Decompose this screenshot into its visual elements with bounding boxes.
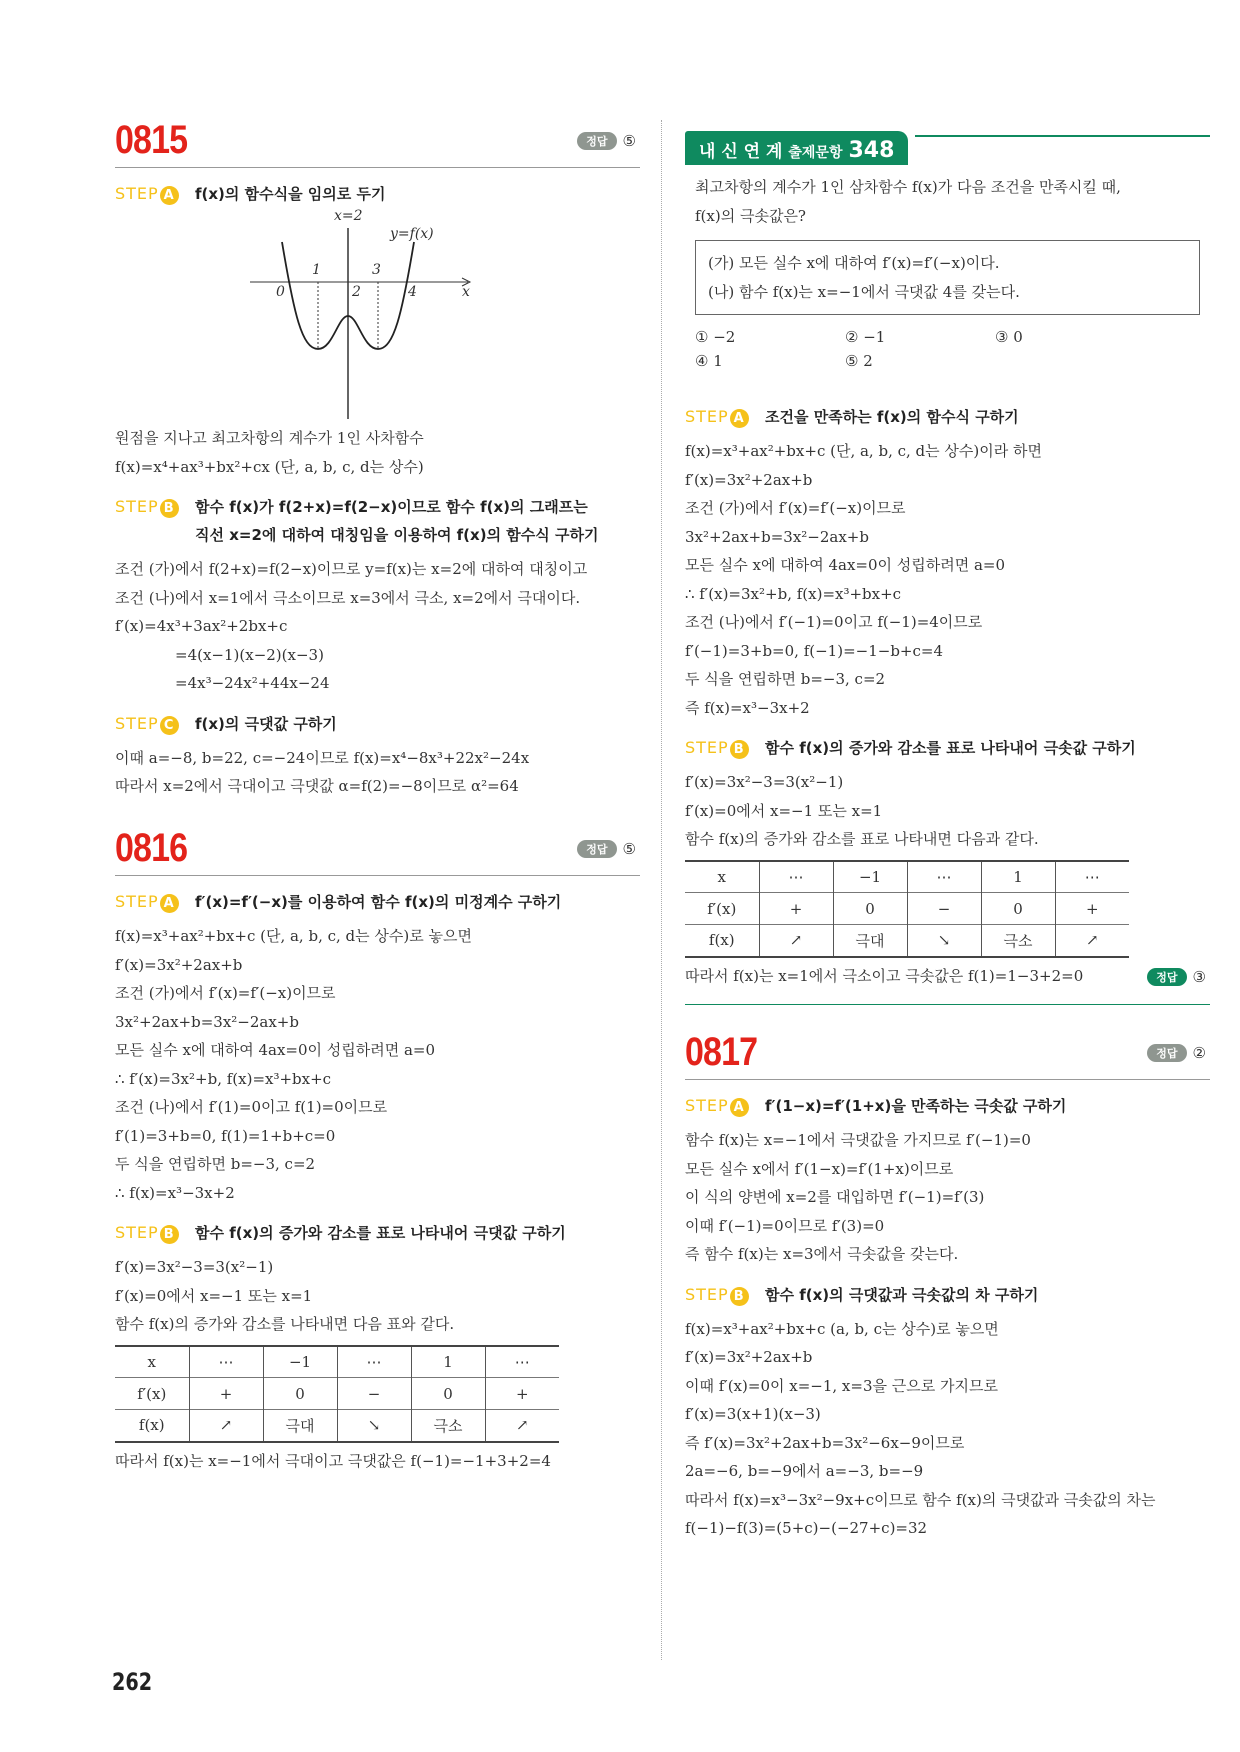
function-graph [240,208,500,424]
step-word: STEP [685,1096,729,1115]
solution-line: 두 식을 연립하면 b=−3, c=2 [685,670,886,688]
final-line [685,962,1210,991]
step-letter-badge: B [160,1225,179,1244]
solution-line: f(x)=x³+ax²+bx+c (단, a, b, c, d는 상수)이라 하면 [685,442,1042,460]
table-cell: ↘ [907,925,981,957]
table-cell: −1 [833,861,907,893]
table-cell: ⋯ [189,1346,263,1378]
table-cell: − [907,893,981,925]
step-heading [685,734,1210,762]
step-label [685,1092,765,1120]
question-text: f(x)의 극솟값은? [695,206,806,225]
choice-5[interactable]: ⑤ 2 [845,352,873,370]
table-row [115,1410,559,1442]
table-cell: 0 [833,893,907,925]
table-cell: ↗ [485,1410,559,1442]
table-row [115,1378,559,1410]
step-heading [115,493,640,549]
answer-label: 정답 [577,132,616,150]
table-cell: + [1055,893,1129,925]
solution-line: f′(x)=3(x+1)(x−3) [685,1405,821,1423]
step-word: STEP [685,407,729,426]
step-letter-badge: B [160,499,179,518]
solution-body [685,403,1210,958]
solution-line: f′(1)=3+b=0, f(1)=1+b+c=0 [115,1126,336,1145]
solution-line: f′(x)=4x³+3ax²+2bx+c [115,617,288,635]
step-label [115,710,195,738]
problem-banner [685,131,1210,167]
table-cell: f(x) [708,931,735,950]
banner-subtitle: 출제문항 [788,145,843,161]
solution-line: 이 식의 양변에 x=2를 대입하면 f′(−1)=f′(3) [685,1188,985,1206]
table-cell: − [337,1378,411,1410]
table-cell: 1 [981,861,1055,893]
step-label [685,734,765,762]
table-cell: ↘ [337,1410,411,1442]
step-title-line: 함수 f(x)의 증가와 감소를 표로 나타내어 극댓값 구하기 [195,1224,566,1242]
answer-badge [1147,968,1206,986]
step-heading [115,710,640,738]
solution-line: 즉 f(x)=x³−3x+2 [685,698,810,717]
solution-line: f(x)=x³+ax²+bx+c (a, b, c는 상수)로 놓으면 [685,1319,999,1338]
sign-change-table [685,860,1129,958]
solution-line: 2a=−6, b=−9에서 a=−3, b=−9 [685,1462,924,1480]
quartic-graph-svg [240,214,500,424]
table-cell: x [147,1352,156,1371]
graph-label: 1 [312,262,321,278]
step-title [765,403,1019,431]
solution-line: 모든 실수 x에 대하여 4ax=0이 성립하려면 a=0 [685,556,1006,574]
solution-0815 [115,118,640,801]
solution-line: f′(x)=3x²+2ax+b [685,1348,813,1366]
solution-line: f(x)=x⁴+ax³+bx²+cx (단, a, b, c, d는 상수) [115,457,424,476]
step-title-line: 함수 f(x)의 극댓값과 극솟값의 차 구하기 [765,1285,1039,1304]
solution-line: 조건 (나)에서 x=1에서 극소이므로 x=3에서 극소, x=2에서 극대이다. [115,588,581,607]
graph-label: x [462,284,470,300]
step-label [115,888,195,916]
step-title-line: 조건을 만족하는 f(x)의 함수식 구하기 [765,408,1019,426]
graph-label: 0 [276,284,285,300]
graph-label: y=f(x) [390,226,434,242]
step-title [765,1092,1066,1120]
answer-value: ③ [1192,967,1206,986]
table-cell: + [189,1378,263,1410]
solution-line: f′(−1)=3+b=0, f(−1)=−1−b+c=4 [685,641,944,660]
table-cell: ↗ [1055,925,1129,957]
banner-title: 내 신 연 계 [699,142,783,162]
step-word: STEP [115,713,159,733]
step-word: STEP [685,738,729,757]
step-letter-badge: A [160,186,179,205]
step-title-line: 직선 x=2에 대하여 대칭임을 이용하여 f(x)의 함수식 구하기 [195,526,599,544]
solution-line: 함수 f(x)의 증가와 감소를 표로 나타내면 다음과 같다. [685,830,1039,848]
table-cell: ↗ [759,925,833,957]
solution-body [115,888,640,1475]
table-cell: ⋯ [485,1346,559,1378]
solution-0817 [685,1030,1210,1543]
solution-line: 이때 f′(x)=0이 x=−1, x=3을 근으로 가지므로 [685,1376,998,1395]
condition-b: (나) 함수 f(x)는 x=−1에서 극댓값 4를 갖는다. [708,282,1020,301]
table-cell: ⋯ [337,1346,411,1378]
solution-line: ∴ f′(x)=3x²+b, f(x)=x³+bx+c [685,584,902,603]
answer-label: 정답 [577,840,616,858]
table-cell: 극소 [981,925,1055,957]
problem-header [685,1030,1210,1080]
condition-a: (가) 모든 실수 x에 대하여 f′(x)=f′(−x)이다. [708,254,1000,272]
table-cell: 극대 [263,1410,337,1442]
step-heading [115,888,640,916]
solution-line: 모든 실수 x에 대하여 4ax=0이 성립하려면 a=0 [115,1041,436,1059]
choice-4[interactable]: ④ 1 [695,352,723,370]
solution-line: 즉 f′(x)=3x²+2ax+b=3x²−6x−9이므로 [685,1433,965,1452]
step-word: STEP [115,892,159,911]
table-cell: ⋯ [907,861,981,893]
problem-header [115,118,640,168]
table-row [115,1346,559,1378]
step-title [195,710,337,738]
solution-line: 따라서 x=2에서 극대이고 극댓값 α=f(2)=−8이므로 α²=64 [115,777,519,795]
solution-line: 따라서 f(x)=x³−3x²−9x+c이므로 함수 f(x)의 극댓값과 극솟값의 차는 [685,1490,1156,1509]
section-rule [685,1004,1210,1005]
step-word: STEP [685,1284,729,1304]
solution-line: f′(x)=3x²+2ax+b [115,955,243,974]
step-title [765,734,1136,762]
step-heading [685,1092,1210,1120]
solution-line: f′(x)=0에서 x=−1 또는 x=1 [115,1286,313,1305]
solution-0816 [115,826,640,1475]
solution-line: 두 식을 연립하면 b=−3, c=2 [115,1155,316,1173]
step-heading [685,1281,1210,1309]
step-title [195,180,385,208]
solution-line: ∴ f′(x)=3x²+b, f(x)=x³+bx+c [115,1069,332,1088]
step-label [115,493,195,549]
choice-3[interactable]: ③ 0 [995,328,1023,346]
linked-problem-348 [685,131,1210,1019]
table-cell: f′(x) [707,899,737,918]
solution-body [685,1092,1210,1543]
step-label [115,180,195,208]
step-title-line: f′(x)=f′(−x)를 이용하여 함수 f(x)의 미정계수 구하기 [195,893,562,911]
problem-number: 0816 [115,826,188,870]
table-cell: ⋯ [1055,861,1129,893]
step-title [195,888,561,916]
solution-line: 원점을 지나고 최고차항의 계수가 1인 사차함수 [115,429,424,447]
table-cell: 극소 [411,1410,485,1442]
step-word: STEP [115,184,159,203]
step-letter-badge: B [730,1287,749,1306]
solution-line: f′(x)=3x²+2ax+b [685,470,813,489]
table-cell: ↗ [189,1410,263,1442]
step-heading [115,180,640,208]
table-cell: 극대 [833,925,907,957]
step-title-line: 함수 f(x)의 증가와 감소를 표로 나타내어 극솟값 구하기 [765,739,1136,757]
answer-badge [577,132,636,150]
graph-label: 4 [408,284,417,300]
conditions-box [695,240,1200,315]
graph-label: 3 [372,262,381,278]
banner-rule [915,135,1210,137]
step-letter-badge: B [730,740,749,759]
step-title [765,1281,1038,1309]
solution-line: f(x)=x³+ax²+bx+c (단, a, b, c, d는 상수)로 놓으면 [115,927,472,945]
table-cell: ⋯ [759,861,833,893]
solution-line: 즉 함수 f(x)는 x=3에서 극솟값을 갖는다. [685,1245,959,1263]
table-row [685,925,1129,957]
problem-header [115,826,640,876]
table-cell: 0 [411,1378,485,1410]
table-cell: x [717,867,726,886]
step-label [685,403,765,431]
step-word: STEP [115,1223,159,1242]
table-cell: f(x) [138,1416,165,1435]
solution-line: 조건 (가)에서 f′(x)=f′(−x)이므로 [685,499,906,517]
solution-line: 조건 (가)에서 f′(x)=f′(−x)이므로 [115,984,336,1002]
solution-line: 조건 (나)에서 f′(−1)=0이고 f(−1)=4이므로 [685,613,983,631]
column-divider [661,120,662,1660]
solution-line: f′(x)=3x²−3=3(x²−1) [685,773,844,791]
table-cell: + [485,1378,559,1410]
sign-change-table [115,1345,559,1443]
solution-line: =4x³−24x²+44x−24 [175,674,330,692]
solution-line: 따라서 f(x)는 x=−1에서 극대이고 극댓값은 f(−1)=−1+3+2=4 [115,1451,551,1470]
step-letter-badge: A [730,409,749,428]
final-answer-text: 따라서 f(x)는 x=1에서 극소이고 극솟값은 f(1)=1−3+2=0 [685,966,1084,985]
answer-value: ⑤ [622,132,636,150]
solution-line: 이때 f′(−1)=0이므로 f′(3)=0 [685,1216,885,1235]
question-text: 최고차항의 계수가 1인 삼차함수 f(x)가 다음 조건을 만족시킬 때, [695,178,1121,196]
step-label [685,1281,765,1309]
answer-value: ② [1192,1044,1206,1062]
solution-line: 함수 f(x)의 증가와 감소를 나타내면 다음 표와 같다. [115,1315,455,1333]
solution-line: 함수 f(x)는 x=−1에서 극댓값을 가지므로 f′(−1)=0 [685,1131,1031,1149]
problem-number: 0815 [115,118,188,162]
table-cell: 0 [981,893,1055,925]
step-title [195,493,598,549]
step-title-line: f′(1−x)=f′(1+x)을 만족하는 극솟값 구하기 [765,1097,1067,1115]
solution-line: 조건 (가)에서 f(2+x)=f(2−x)이므로 y=f(x)는 x=2에 대하여 대칭이고 [115,560,588,578]
table-cell: + [759,893,833,925]
answer-badge [577,840,636,858]
solution-line: 모든 실수 x에서 f′(1−x)=f′(1+x)이므로 [685,1159,954,1178]
step-title-line: 함수 f(x)가 f(2+x)=f(2−x)이므로 함수 f(x)의 그래프는 [195,498,588,516]
graph-label: x=2 [334,208,363,224]
table-cell: 0 [263,1378,337,1410]
answer-label: 정답 [1147,1044,1186,1062]
answer-label: 정답 [1147,968,1186,986]
solution-line: f′(x)=0에서 x=−1 또는 x=1 [685,801,883,820]
solution-line: 3x²+2ax+b=3x²−2ax+b [685,527,869,546]
graph-label: 2 [352,284,361,300]
page-number: 262 [112,1668,153,1696]
table-row [685,893,1129,925]
step-letter-badge: A [160,894,179,913]
solution-line: 이때 a=−8, b=22, c=−24이므로 f(x)=x⁴−8x³+22x²−24x [115,748,530,767]
step-label [115,1219,195,1247]
step-letter-badge: A [730,1098,749,1117]
problem-number: 0817 [685,1030,758,1074]
solution-line: =4(x−1)(x−2)(x−3) [175,645,324,664]
solution-line: 3x²+2ax+b=3x²−2ax+b [115,1012,299,1031]
choice-1[interactable]: ① −2 [695,328,736,346]
step-letter-badge: C [160,716,179,735]
step-word: STEP [115,497,159,516]
step-title-line: f(x)의 극댓값 구하기 [195,714,337,733]
table-cell: 1 [411,1346,485,1378]
solution-line: f(−1)−f(3)=(5+c)−(−27+c)=32 [685,1519,928,1537]
table-row [685,861,1129,893]
table-cell: −1 [263,1346,337,1378]
solution-body [115,180,640,801]
step-heading [685,403,1210,431]
answer-value: ⑤ [622,840,636,858]
answer-choices [685,325,1210,373]
banner-number: 348 [848,138,895,163]
answer-badge [1147,1044,1206,1062]
table-cell: f′(x) [137,1384,167,1403]
step-heading [115,1219,640,1247]
solution-line: 조건 (나)에서 f′(1)=0이고 f(1)=0이므로 [115,1098,388,1116]
step-title [195,1219,566,1247]
solution-line: f′(x)=3x²−3=3(x²−1) [115,1258,274,1276]
step-title-line: f(x)의 함수식을 임의로 두기 [195,185,386,203]
solution-line: ∴ f(x)=x³−3x+2 [115,1183,235,1202]
banner-tag [685,131,908,165]
choice-2[interactable]: ② −1 [845,328,886,346]
